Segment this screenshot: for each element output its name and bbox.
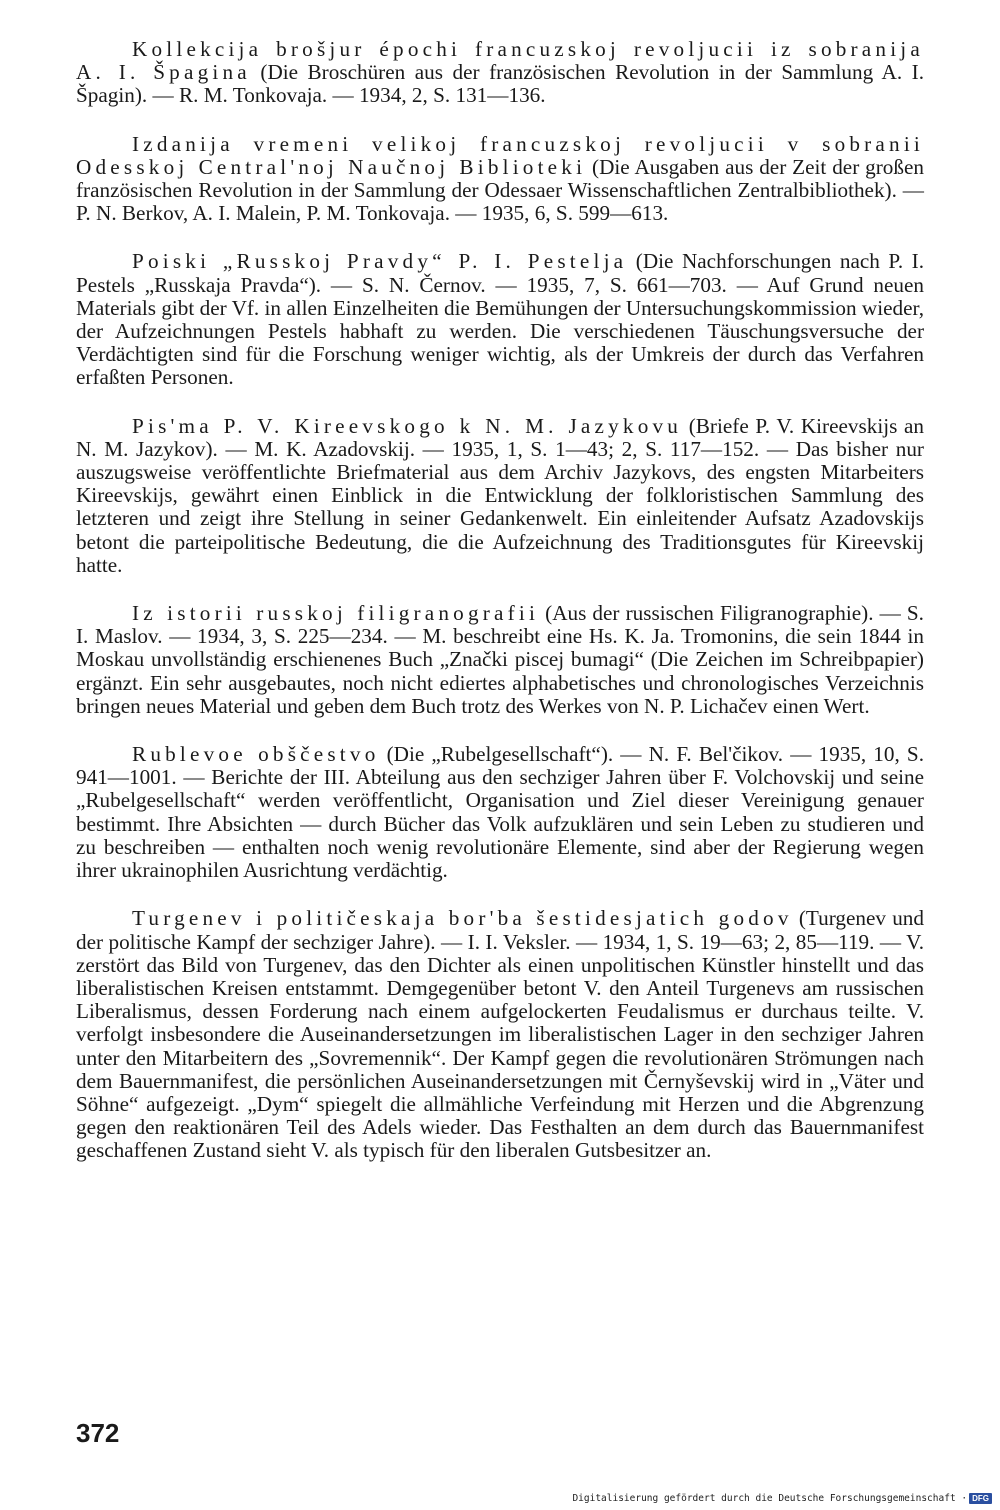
digitization-footer: [572, 1493, 992, 1504]
entry-title: Turgenev i političeskaja bor'ba šestidesjatich godov: [132, 906, 793, 931]
page-number: 372: [76, 1418, 120, 1448]
bibliography-entry-3: [76, 250, 924, 389]
bibliography-entry-6: [76, 743, 924, 882]
document-page: [76, 38, 924, 1188]
entry-body: (Die Broschüren aus der französischen Revolution in der Sammlung A. I. Špagin). — R. M. Tonkovaja. — 1934, 2, S. 131—136.: [76, 60, 924, 108]
entry-title: Pis'ma P. V. Kireevskogo k N. M. Jazykovu: [132, 413, 683, 438]
bibliography-entry-5: [76, 602, 924, 718]
bibliography-entry-4: [76, 415, 924, 577]
entry-title: Kollekcija brošjur épochi francuzskoj revoljucii iz sobranija A. I. Špagina: [76, 37, 924, 85]
entry-body: (Die Nachforschungen nach P. I. Pestels „Russkaja Pravda“). — S. N. Černov. — 1935, 7, S. 661—703. — Auf Grund neuen Materials gibt der Vf. in allen Einzelheiten die Bemühungen der Untersuchungskommission wieder, der Aufzeichnungen Pestels habhaft zu werden. Die verschiedenen Täuschungsversuche der Verdächtigten sind für die Forschung weniger wichtig, als der Umkreis der durch das Verfahren erfaßten Personen.: [76, 249, 925, 390]
entry-body: (Turgenev und der politische Kampf der sechziger Jahre). — I. I. Veksler. — 1934, 1, S. 19—63; 2, 85—119. — V. zerstört das Bild von Turgenev, das den Dichter als einen unpolitischen Künstler hinstellt und das liberalistischen Kreisen entstammt. Demgegenüber betont V. den Anteil Turgenevs am russischen Liberalismus, dessen Forderung nach einem aufgelockerten Feudalismus er durchaus teilte. V. verfolgt insbesondere die Auseinandersetzungen im liberalistischen Lager in den sechziger Jahren unter den Mitarbeitern des „Sovremennik“. Der Kampf gegen die revolutionären Strömungen nach dem Bauernmanifest, die persönlichen Auseinandersetzungen mit Černyševskij wird in „Väter und Söhne“ aufgezeigt. „Dym“ spiegelt die allmähliche Verfeindung mit Herzen und die Abgrenzung gegen den reaktionären Teil des Adels wieder. Das Festhalten an dem durch das Bauernmanifest geschaffenen Zustand sieht V. als typisch für den liberalen Gutsbesitzer an.: [76, 906, 924, 1163]
entry-title: Izdanija vremeni velikoj francuzskoj revoljucii v sobranii Odesskoj Central'noj Naučnoj Biblioteki: [76, 131, 924, 179]
entry-body: (Briefe P. V. Kireevskijs an N. M. Jazykov). — M. K. Azadovskij. — 1935, 1, S. 1—43; 2, S. 117—152. — Das bisher nur auszugsweise veröffentlichte Briefmaterial aus dem Archiv Jazykovs, des engsten Mitarbeiters Kireevskijs, gewährt einen Einblick in die Entwicklung der folkloristischen Sammlung des letzteren und zeigt ihre Stellung in seiner Gedankenwelt. Ein einleitender Aufsatz Azadovskijs betont die parteipolitische Bedeutung, die die Aufzeichnung des Traditionsgutes für Kireevskij hatte.: [76, 413, 924, 577]
entry-title: Poiski „Russkoj Pravdy“ P. I. Pestelja: [132, 249, 628, 274]
entry-body: (Aus der russischen Filigranographie). — S. I. Maslov. — 1934, 3, S. 225—234. — M. beschreibt eine Hs. K. Ja. Tromonins, die sein 1844 in Moskau unvollständig erschienenes Buch „Znački piscej bumagi“ (Die Zeichen im Schreibpapier) ergänzt. Ein sehr ausgebautes, noch nicht ediertes alphabetisches und chronologisches Verzeichnis bringen neues Material und geben dem Buch trotz des Werkes von N. P. Lichačev einen Wert.: [76, 601, 924, 718]
bibliography-entry-2: [76, 133, 924, 226]
bibliography-entry-1: [76, 38, 924, 108]
entry-body: (Die Ausgaben aus der Zeit der großen französischen Revolution in der Sammlung der Odessaer Wissenschaftlichen Zentralbibliothek). — P. N. Berkov, A. I. Malein, P. M. Tonkovaja. — 1935, 6, S. 599—613.: [76, 154, 924, 226]
bibliography-entry-7: [76, 907, 924, 1162]
footer-credit-text: Digitalisierung gefördert durch die Deutsche Forschungsgemeinschaft ·: [572, 1493, 968, 1504]
entry-body: (Die „Rubelgesellschaft“). — N. F. Bel'čikov. — 1935, 10, S. 941—1001. — Berichte der III. Abteilung aus den sechziger Jahren über F. Volchovskij und seine „Rubelgesellschaft“ werden veröffentlicht, Organisation und Ziel dieser Vereinigung genauer bestimmt. Ihre Absichten — durch Bücher das Volk aufzuklären und sein Leben zu studieren und zu beschreiben — enthalten noch wenig revolutionäre Elemente, sind aber der Regierung wegen ihrer ukrainophilen Ausrichtung verdächtig.: [76, 742, 924, 883]
dfg-logo-icon: DFG: [969, 1493, 992, 1504]
entry-title: Rublevoe obščestvo: [132, 742, 380, 767]
entry-title: Iz istorii russkoj filigranografii: [132, 601, 540, 626]
